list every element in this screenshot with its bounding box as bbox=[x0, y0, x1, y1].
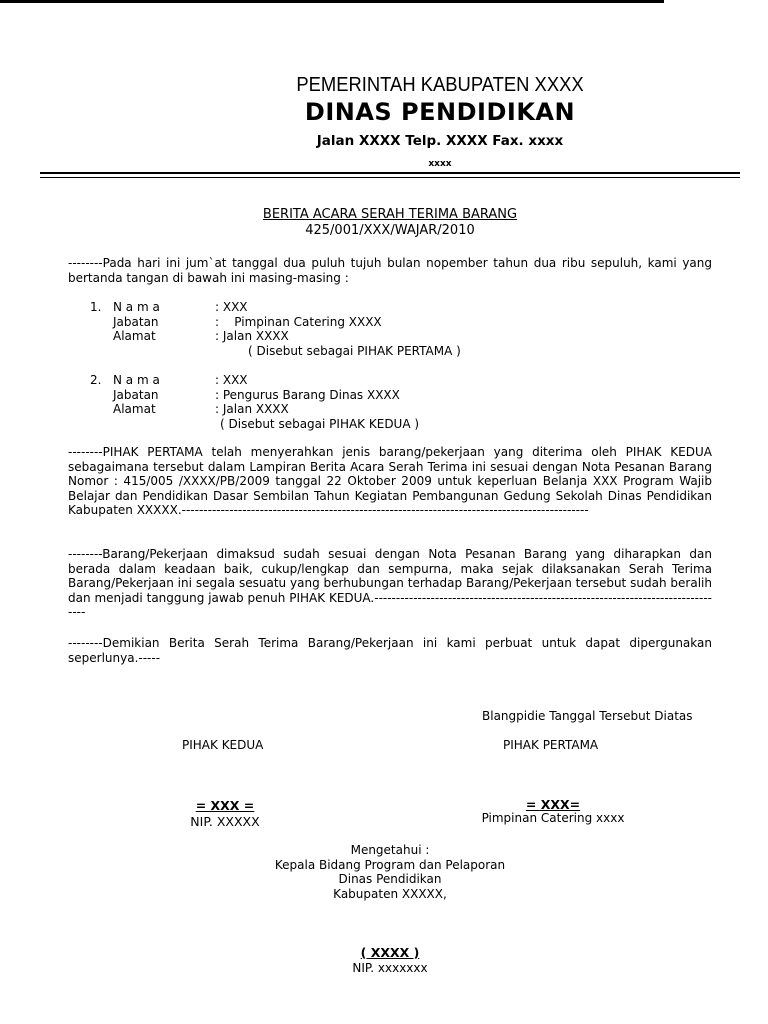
name-value: : XXX bbox=[215, 300, 248, 314]
second-party-signature-name: = XXX = bbox=[195, 798, 255, 813]
second-party-nip: NIP. XXXXX bbox=[190, 814, 260, 829]
letterhead-agency: DINAS PENDIDIKAN bbox=[304, 98, 576, 126]
letterhead-address: Jalan XXXX Telp. XXXX Fax. xxxx bbox=[316, 133, 564, 149]
position-label: Jabatan bbox=[113, 314, 159, 329]
position-value: : Pimpinan Catering XXXX bbox=[215, 314, 382, 329]
address-value: : Jalan XXXX bbox=[215, 329, 289, 343]
address-label: Alamat bbox=[113, 402, 156, 416]
position-label: Jabatan bbox=[113, 387, 159, 402]
acknowledgement-heading: Mengetahui : bbox=[350, 843, 430, 857]
top-border-line bbox=[0, 0, 664, 3]
name-value: : XXX bbox=[215, 373, 248, 387]
party-designation: ( Disebut sebagai PIHAK PERTAMA ) bbox=[248, 343, 461, 358]
handover-paragraph: --------PIHAK PERTAMA telah menyerahkan jenis barang/pekerjaan yang diterima oleh PIHAK KEDUA sebagaimana tersebut dalam Lampiran Berita Acara Serah Terima ini sesuai dengan Nota Pesanan Barang Nomor : 415/005 /XXXX/PB/2009 tanggal 22 Oktober 2009 untuk keperluan Belanja XXX Program Wajib Belajar dan Pendidikan Dasar Sembilan Tahun Kegiatan Pembangunan Gedung Sekolah Dinas Pendidikan Kabupaten XXXXX.---------------------------------------------------------------------------------------------- bbox=[68, 445, 712, 517]
letterhead-divider-thick bbox=[40, 172, 740, 174]
document-number: 425/001/XXX/WAJAR/2010 bbox=[305, 223, 475, 238]
place-date: Blangpidie Tanggal Tersebut Diatas bbox=[482, 709, 693, 723]
name-label: N a m a bbox=[113, 300, 160, 314]
letterhead-postcode: xxxx bbox=[428, 159, 452, 169]
acknowledgement-position: Kepala Bidang Program dan Pelaporan bbox=[274, 858, 506, 872]
acknowledgement-agency: Dinas Pendidikan bbox=[338, 872, 442, 886]
opening-paragraph: --------Pada hari ini jum`at tanggal dua puluh tujuh bulan nopember tahun dua ribu sepuluh, kami yang bertanda tangan di bawah ini masing-masing : bbox=[68, 256, 712, 285]
acknowledgement-signature-name: ( XXXX ) bbox=[360, 945, 420, 960]
name-label: N a m a bbox=[113, 373, 160, 387]
position-value: : Pengurus Barang Dinas XXXX bbox=[215, 387, 400, 402]
party-number: 1. bbox=[90, 300, 102, 314]
party-designation: ( Disebut sebagai PIHAK KEDUA ) bbox=[220, 416, 420, 431]
first-party-signature-name: = XXX= bbox=[525, 797, 581, 812]
address-value: : Jalan XXXX bbox=[215, 402, 289, 416]
letterhead-government: PEMERINTAH KABUPATEN XXXX bbox=[296, 74, 584, 96]
closing-paragraph: --------Demikian Berita Serah Terima Barang/Pekerjaan ini kami perbuat untuk dapat dipergunakan seperlunya.----- bbox=[68, 636, 712, 665]
party-number: 2. bbox=[90, 373, 102, 387]
acknowledgement-regency: Kabupaten XXXXX, bbox=[333, 887, 447, 901]
letterhead-divider-thin bbox=[40, 177, 740, 178]
acknowledgement-nip: NIP. xxxxxxx bbox=[352, 961, 428, 975]
address-label: Alamat bbox=[113, 329, 156, 343]
signatory-label-first-party: PIHAK PERTAMA bbox=[503, 738, 599, 752]
document-title: BERITA ACARA SERAH TERIMA BARANG bbox=[262, 207, 518, 222]
condition-paragraph: --------Barang/Pekerjaan dimaksud sudah sesuai dengan Nota Pesanan Barang yang diharapkan dan berada dalam keadaan baik, cukup/lengkap dan sempurna, maka sejak dilaksanakan Serah Terima Barang/Pekerjaan ini segala sesuatu yang berhubungan terhadap Barang/Pekerjaan tersebut sudah beralih dan menjadi tanggung jawab penuh PIHAK KEDUA.---------------------------------------------------------------------------------- bbox=[68, 547, 712, 619]
signatory-label-second-party: PIHAK KEDUA bbox=[182, 738, 264, 752]
first-party-title: Pimpinan Catering xxxx bbox=[481, 811, 625, 825]
